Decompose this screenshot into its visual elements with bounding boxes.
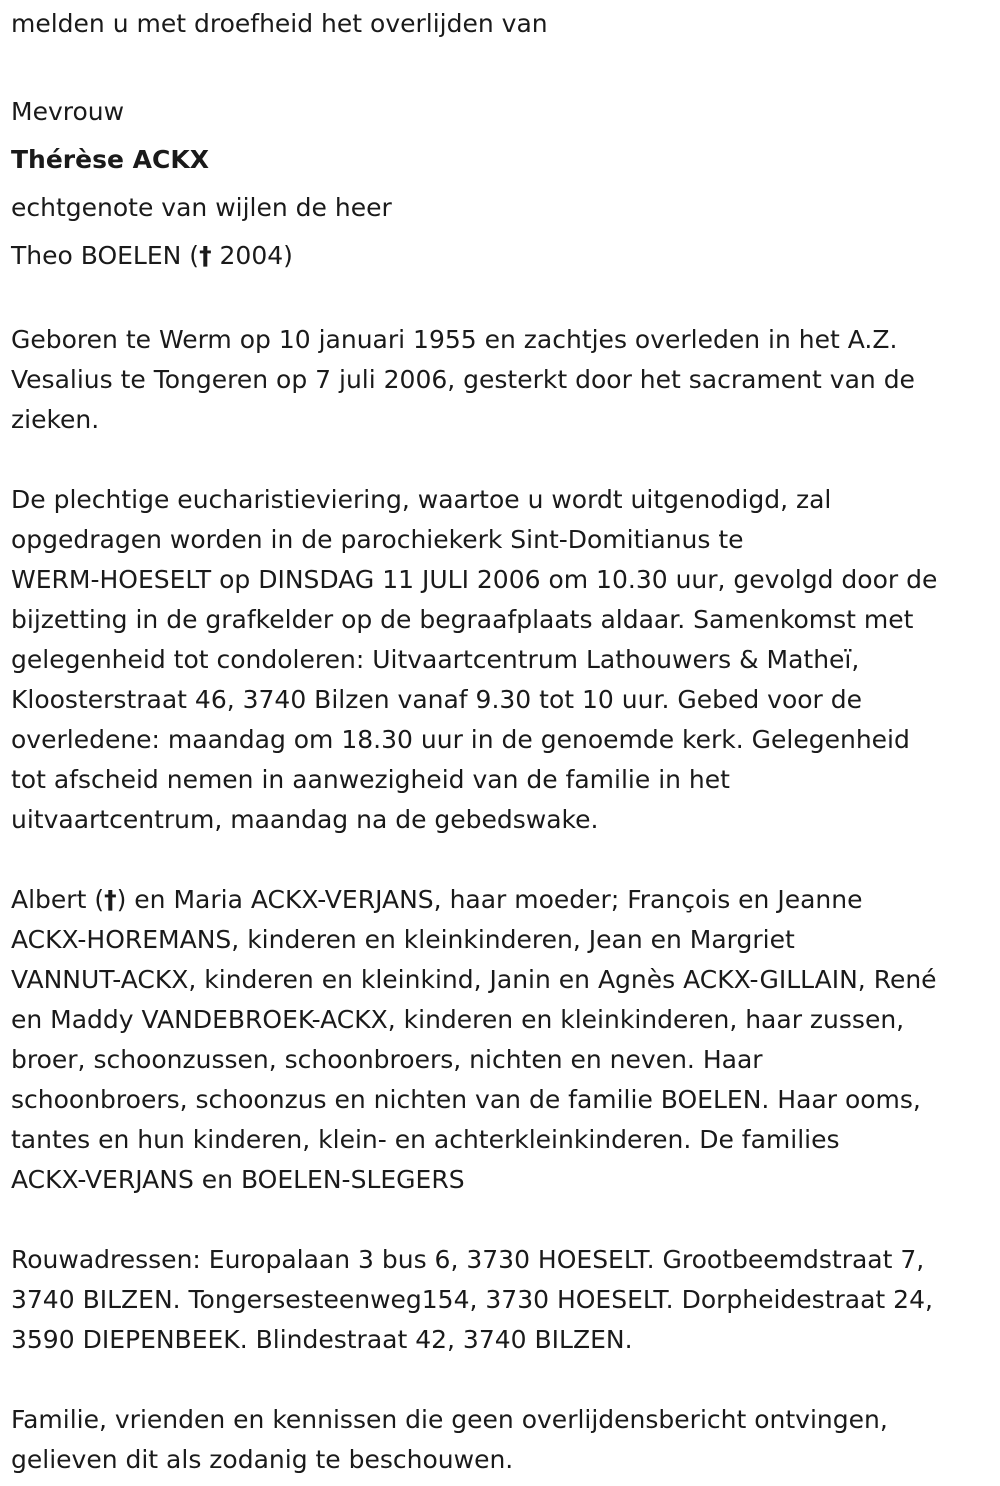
paragraph-line: opgedragen worden in de parochiekerk Sint-Domitianus te bbox=[11, 525, 744, 554]
cross-icon: † bbox=[104, 885, 117, 914]
spacer bbox=[11, 1360, 990, 1400]
paragraph-line: Kloosterstraat 46, 3740 Bilzen vanaf 9.30 tot 10 uur. Gebed voor de bbox=[11, 685, 863, 714]
paragraph-line: WERM-HOESELT op DINSDAG 11 JULI 2006 om 10.30 uur, gevolgd door de bbox=[11, 565, 938, 594]
spacer bbox=[11, 440, 990, 480]
paragraph-line: ACKX-HOREMANS, kinderen en kleinkinderen, Jean en Margriet bbox=[11, 925, 795, 954]
spacer bbox=[11, 44, 990, 84]
paragraph-line: De plechtige eucharistieviering, waartoe u wordt uitgenodigd, zal bbox=[11, 485, 832, 514]
birth-death-paragraph bbox=[11, 320, 990, 440]
paragraph-line: en Maddy VANDEBROEK-ACKX, kinderen en kleinkinderen, haar zussen, bbox=[11, 1005, 905, 1034]
spacer bbox=[11, 840, 990, 880]
paragraph-line: uitvaartcentrum, maandag na de gebedswake. bbox=[11, 805, 599, 834]
spacer bbox=[11, 280, 990, 320]
paragraph-line: tot afscheid nemen in aanwezigheid van de familie in het bbox=[11, 765, 730, 794]
paragraph-line: broer, schoonzussen, schoonbroers, nichten en neven. Haar bbox=[11, 1045, 763, 1074]
paragraph-line: tantes en hun kinderen, klein- en achterkleinkinderen. De families bbox=[11, 1125, 840, 1154]
family-first-line bbox=[11, 880, 990, 920]
family-paragraph bbox=[11, 880, 990, 1200]
paragraph-line: overledene: maandag om 18.30 uur in de genoemde kerk. Gelegenheid bbox=[11, 725, 910, 754]
paragraph-line: zieken. bbox=[11, 405, 100, 434]
paragraph-line: Vesalius te Tongeren op 7 juli 2006, gesterkt door het sacrament van de bbox=[11, 365, 915, 394]
deceased-block bbox=[11, 88, 990, 280]
paragraph-line: Rouwadressen: Europalaan 3 bus 6, 3730 HOESELT. Grootbeemdstraat 7, bbox=[11, 1245, 925, 1274]
title: Mevrouw bbox=[11, 97, 125, 126]
spouse-name: Theo BOELEN ( bbox=[11, 241, 200, 270]
family-name-pre: Albert ( bbox=[11, 885, 105, 914]
paragraph-line: Geboren te Werm op 10 januari 1955 en zachtjes overleden in het A.Z. bbox=[11, 325, 898, 354]
addresses-paragraph bbox=[11, 1240, 990, 1360]
spouse-year: 2004) bbox=[211, 241, 293, 270]
paragraph-line: bijzetting in de grafkelder op de begraafplaats aldaar. Samenkomst met bbox=[11, 605, 914, 634]
cross-icon: † bbox=[199, 241, 212, 270]
relation: echtgenote van wijlen de heer bbox=[11, 193, 392, 222]
paragraph-line: schoonbroers, schoonzus en nichten van de familie BOELEN. Haar ooms, bbox=[11, 1085, 921, 1114]
closing-paragraph bbox=[11, 1400, 990, 1480]
paragraph-line: ACKX-VERJANS en BOELEN-SLEGERS bbox=[11, 1165, 465, 1194]
paragraph-line: gelegenheid tot condoleren: Uitvaartcentrum Lathouwers & Matheï, bbox=[11, 645, 860, 674]
intro-line: melden u met droefheid het overlijden van bbox=[11, 9, 548, 38]
ceremony-paragraph bbox=[11, 480, 990, 840]
paragraph-line: Familie, vrienden en kennissen die geen overlijdensbericht ontvingen, bbox=[11, 1405, 888, 1434]
spacer bbox=[11, 1200, 990, 1240]
paragraph-line: VANNUT-ACKX, kinderen en kleinkind, Janin en Agnès ACKX-GILLAIN, René bbox=[11, 965, 937, 994]
family-name-post: ) en Maria ACKX-VERJANS, haar moeder; François en Jeanne bbox=[116, 885, 863, 914]
paragraph-line: 3590 DIEPENBEEK. Blindestraat 42, 3740 BILZEN. bbox=[11, 1325, 633, 1354]
paragraph-line: 3740 BILZEN. Tongersesteenweg154, 3730 HOESELT. Dorpheidestraat 24, bbox=[11, 1285, 933, 1314]
spouse-line bbox=[11, 232, 990, 280]
paragraph-line: gelieven dit als zodanig te beschouwen. bbox=[11, 1445, 514, 1474]
deceased-name: Thérèse ACKX bbox=[11, 145, 209, 174]
